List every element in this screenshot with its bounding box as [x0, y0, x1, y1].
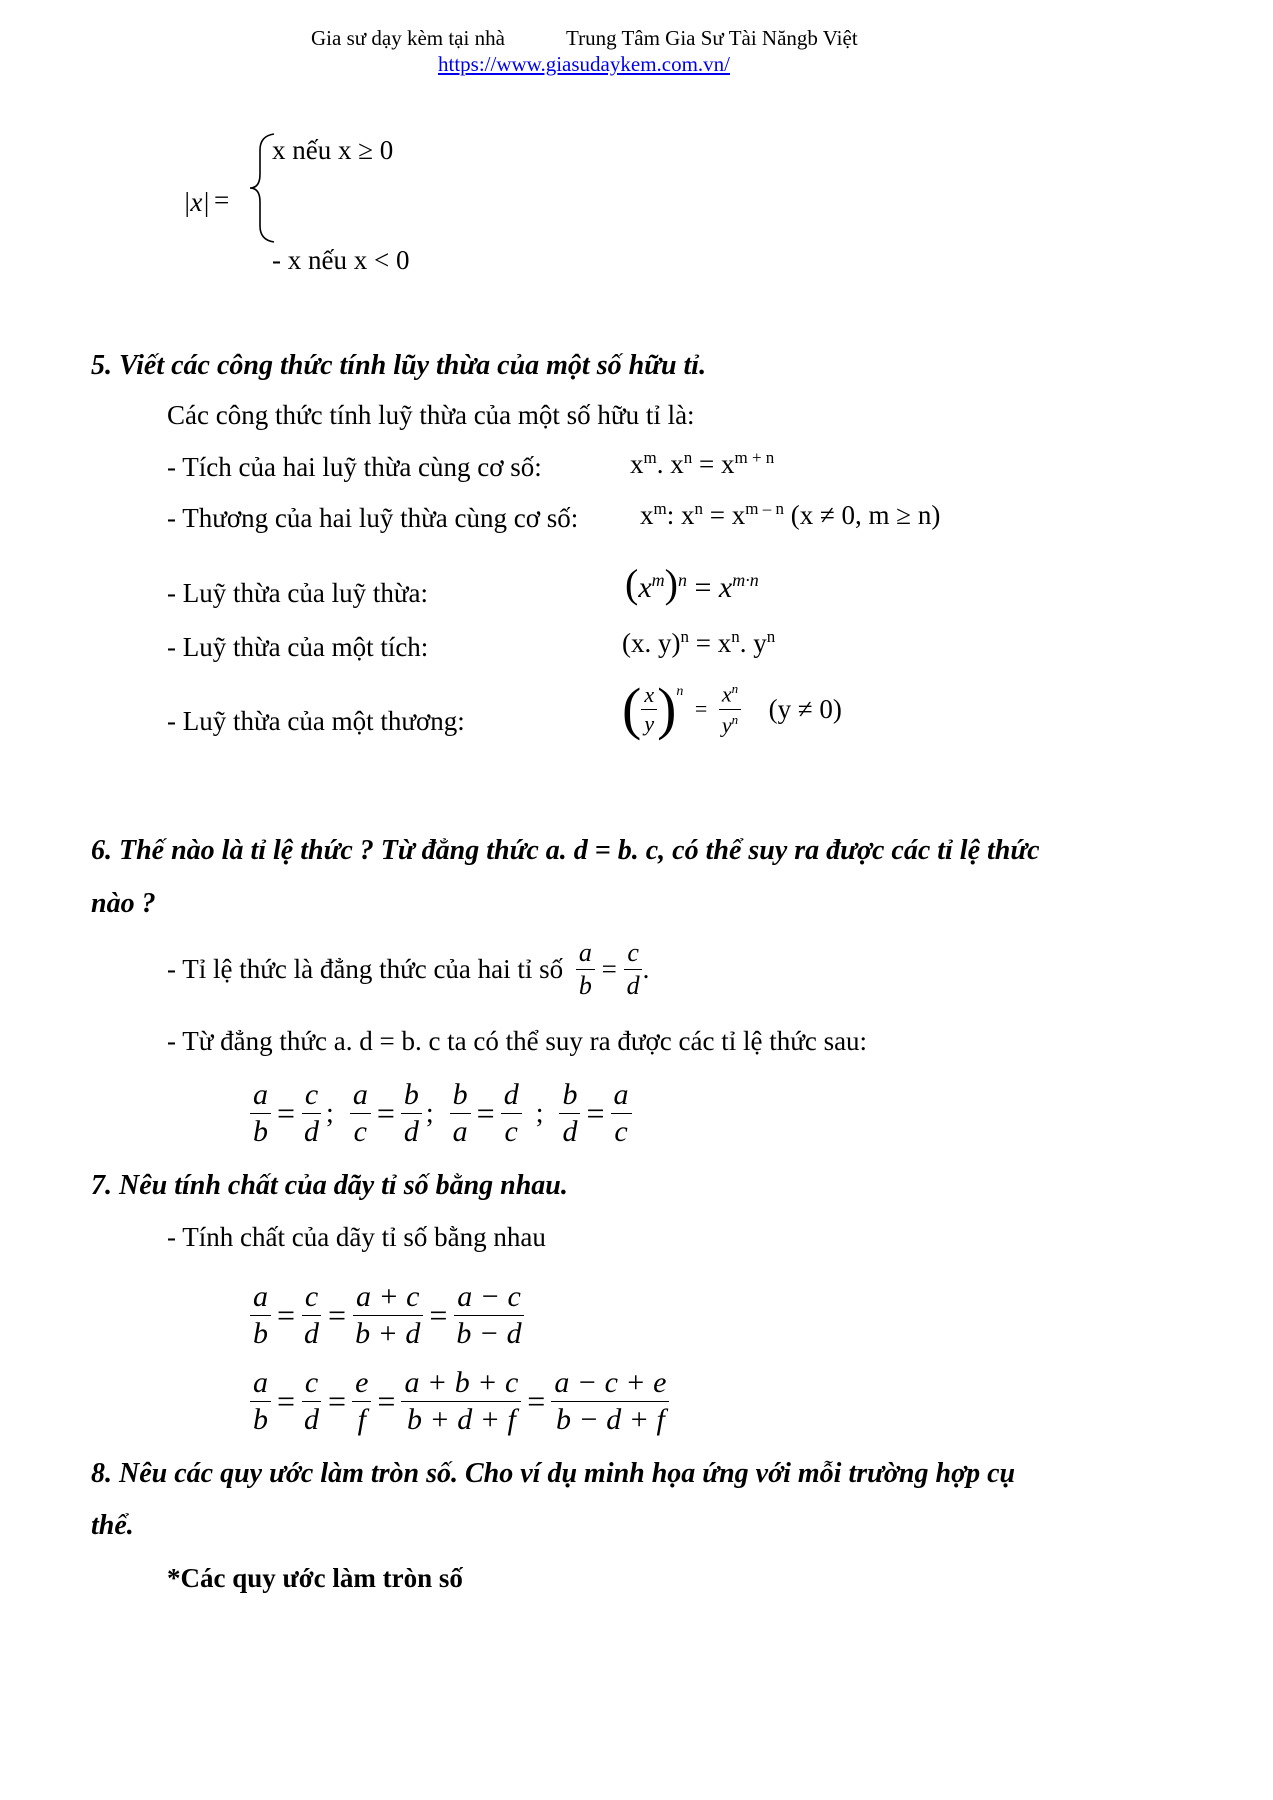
q5-rule1-formula: $x^m$. $x^n = x^{m + n}$	[630, 448, 775, 479]
q6-line1: - Tỉ lệ thức là đẳng thức của hai tỉ số $\frac{a}{b}$ = $\frac{c}{d}$ .	[167, 938, 650, 1000]
q6-title-line2: nào ?	[91, 888, 156, 919]
q5-rule3-formula: $(x^m)^n = x^{m\cdot n}$	[625, 561, 759, 606]
q6-line2: - Từ đẳng thức a. d = b. c ta có thể suy ra được các tỉ lệ thức sau:	[167, 1026, 868, 1056]
header-url-link[interactable]: https://www.giasudaykem.com.vn/	[438, 52, 731, 76]
abs-case-2: - x nếu x < 0	[272, 245, 410, 275]
q7-line1: - Tính chất của dãy tỉ số bằng nhau	[167, 1222, 546, 1252]
q5-rule3-label: - Luỹ thừa của luỹ thừa:	[167, 578, 428, 608]
q5-rule2-formula: $x^m$: $x^n = x^{m - n}$ (x ≠ 0, m ≥ n)	[640, 499, 941, 530]
q5-intro: Các công thức tính luỹ thừa của một số hữu tỉ là:	[167, 400, 695, 430]
header-right: Trung Tâm Gia Sư Tài Năngb Việt	[566, 26, 858, 50]
header-left: Gia sư dạy kèm tại nhà	[311, 26, 505, 50]
q5-rule2-cond: (x ≠ 0, m ≥ n)	[790, 500, 941, 530]
q5-rule4-formula: (x. $y)^n = x^n$. $y^n$	[622, 627, 776, 658]
q6-title-line1: 6. Thế nào là tỉ lệ thức ? Từ đẳng thức a. d = b. c, có thể suy ra được các tỉ lệ thức	[91, 835, 1040, 866]
q5-title: 5. Viết các công thức tính lũy thừa của một số hữu tỉ.	[91, 350, 707, 381]
q5-rule5-label: - Luỹ thừa của một thương:	[167, 706, 465, 736]
abs-lhs: |x|	[183, 187, 210, 217]
q7-formula-1: $\frac{a}{b}$ = $\frac{c}{d}$ = $\frac{a + c}{b + d}$ = $\frac{a - c}{b - d}$	[250, 1282, 525, 1349]
abs-equals: =	[214, 185, 230, 215]
q6-proportions: $\frac{a}{b}$ = $\frac{c}{d}$ ; $\frac{a}{c}$ = $\frac{b}{d}$ ; $\frac{b}{a}$ = $\frac{d}{c}$ ; $\frac{b}{d}$ = $\frac{a}{c}$	[250, 1080, 632, 1147]
q5-rule5-cond: (y ≠ 0)	[768, 693, 842, 724]
q5-rule1-label: - Tích của hai luỹ thừa cùng cơ số:	[167, 452, 542, 482]
abs-case-1: x nếu x ≥ 0	[272, 135, 394, 165]
q5-rule5-formula: ( $\frac{x}{y}$ )$^n$ = $\frac{x^n}{y^n}$ (y ≠ 0)	[622, 676, 842, 741]
q7-title: 7. Nêu tính chất của dãy tỉ số bằng nhau.	[91, 1170, 568, 1201]
q8-title-line2: thể.	[91, 1510, 134, 1541]
q8-subheading: *Các quy ước làm tròn số	[167, 1563, 463, 1593]
q7-formula-2: $\frac{a}{b}$ = $\frac{c}{d}$ = $\frac{e}{f}$ = $\frac{a + b + c}{b + d + f}$ = $\frac{a - c + e}{b - d + f}$	[250, 1368, 669, 1435]
q6-line1-text: - Tỉ lệ thức là đẳng thức của hai tỉ số	[167, 954, 564, 984]
q5-rule4-label: - Luỹ thừa của một tích:	[167, 632, 429, 662]
q5-rule2-label: - Thương của hai luỹ thừa cùng cơ số:	[167, 503, 579, 533]
q8-title-line1: 8. Nêu các quy ước làm tròn số. Cho ví dụ minh họa ứng với mỗi trường hợp cụ	[91, 1458, 1016, 1489]
